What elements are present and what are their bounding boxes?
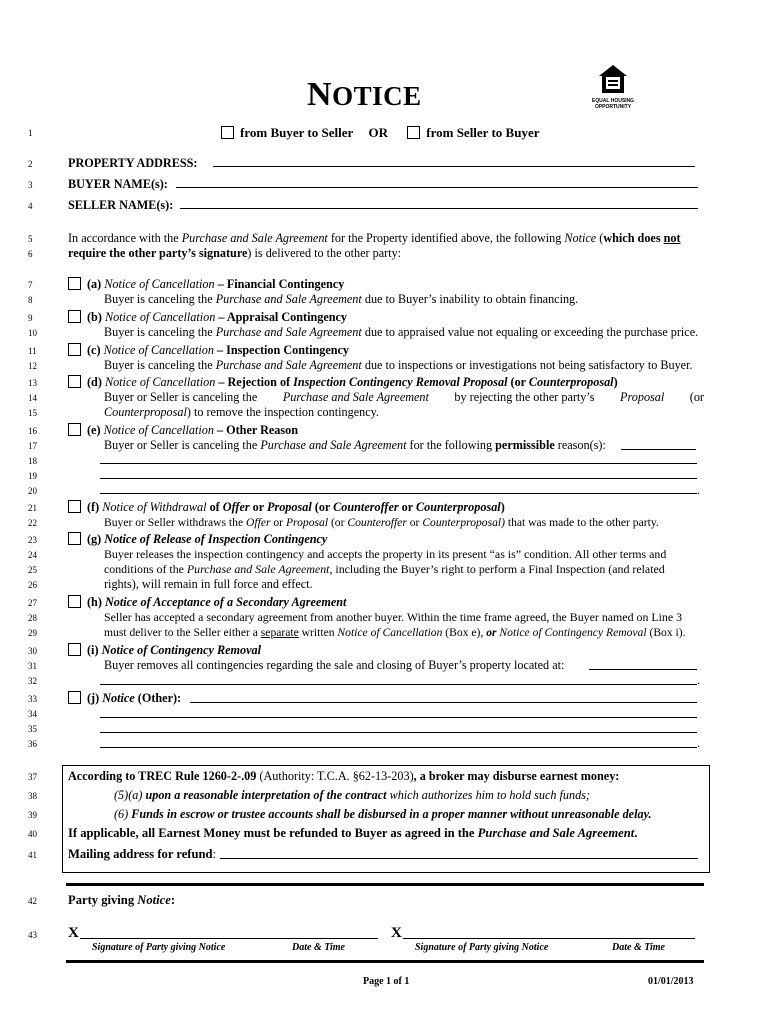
desc-text: Purchase and Sale Agreement [282,390,429,404]
buyer-names-label: BUYER NAME(s): [68,177,168,191]
property-location-field[interactable] [589,669,697,670]
item-h-checkbox[interactable] [68,595,81,608]
desc-text: for the following [406,438,496,452]
intro-text: not [663,231,681,245]
line-number: 19 [28,471,37,481]
line-number: 41 [28,850,37,860]
item-f-desc [104,515,704,530]
item-a-title [68,277,704,292]
item-h-desc-1 [104,610,704,625]
item-d-checkbox[interactable] [68,375,81,388]
desc-text: due to inspections or investigations not being satisfactory to Buyer. [361,358,693,372]
desc-text: Counterproposal) [422,516,505,529]
divider-bottom [66,960,704,963]
item-title: or [249,500,268,514]
signature-caption-2: Signature of Party giving Notice [415,942,549,953]
earnest-text: According to TREC Rule 1260-2-.09 [68,769,257,783]
divider-top [66,883,704,886]
line-number: 7 [28,280,33,290]
line-number: 9 [28,313,33,323]
line-number: 15 [28,408,37,418]
earnest-text: upon a reasonable interpretation of the contract [145,788,387,802]
item-d-desc-1 [104,390,704,405]
mailing-address-label: Mailing address for refund [68,847,213,861]
item-g-desc-2 [104,562,704,577]
item-a-desc [104,292,704,307]
desc-text: Seller has accepted a secondary agreement from another buyer. Within the time frame agreed, the Buyer named on Line 3 [104,610,683,624]
earnest-text: (Authority: T.C.A. §62-13-203) [256,769,414,783]
desc-text: Purchase and Sale Agreement [215,325,362,339]
earnest-line-1 [68,769,704,784]
intro-text: In accordance with the [68,231,182,245]
property-address-field[interactable] [213,166,695,167]
line-number: 11 [28,346,37,356]
item-title: Counterproposal [528,375,614,389]
item-title: Notice of Cancellation [103,423,214,437]
desc-text: Buyer removes all contingencies regarding the sale and closing of Buyer’s property located at: [104,658,565,672]
party-label: Party giving [68,893,138,907]
other-notice-field[interactable] [190,702,697,703]
desc-text: Buyer or Seller withdraws the [104,516,246,529]
item-letter: (h) [87,595,105,609]
line-number: 13 [28,378,37,388]
item-letter: (g) [87,532,105,546]
earnest-text: , a broker may disburse earnest money: [413,769,620,783]
item-letter: (j) [87,691,103,705]
item-title: – Financial Contingency [214,277,345,291]
desc-text: or [486,626,497,639]
earnest-text: Purchase and Sale Agreement [477,826,635,840]
earnest-text: Funds in escrow or trustee accounts shall be disbursed in a proper manner without unreasonable delay. [131,807,652,821]
seller-to-buyer-checkbox[interactable] [407,126,420,139]
intro-text: which does [603,231,664,245]
desc-text: due to appraised value not equaling or exceeding the purchase price. [361,325,699,339]
document-title: NOTICE [307,76,422,113]
desc-text: Counteroffer [347,516,407,529]
desc-text: or [270,516,286,529]
item-a-checkbox[interactable] [68,277,81,290]
desc-text: due to Buyer’s inability to obtain financing. [361,292,579,306]
date-caption-1: Date & Time [292,942,345,953]
desc-text: Notice of Cancellation [337,626,443,639]
line-number: 20 [28,486,37,496]
intro-text: Purchase and Sale Agreement [181,231,328,245]
desc-text: Purchase and Sale Agreement [186,562,330,576]
item-f-title [68,500,704,515]
item-letter: (e) [87,423,104,437]
item-e-desc [104,438,704,453]
desc-text: Buyer is canceling the [104,358,216,372]
item-title: – Rejection of [215,375,294,389]
item-letter: (f) [87,500,103,514]
signature-caption-1: Signature of Party giving Notice [92,942,226,953]
item-d-title [68,375,704,390]
item-title: – Other Reason [213,423,299,437]
party-giving-notice [68,893,704,908]
item-title: ) [613,375,618,389]
desc-text: Buyer or Seller is canceling the [104,438,261,452]
desc-text: (or [689,390,704,404]
line-number: 29 [28,628,37,638]
earnest-line-2 [114,788,704,803]
desc-text: written [298,626,338,639]
period: . [697,483,700,497]
item-title: of [206,500,223,514]
line-number: 26 [28,580,37,590]
item-title: Notice of Contingency Removal [101,643,261,657]
item-title: Notice of Cancellation [104,310,216,324]
line-number: 8 [28,295,33,305]
item-j-checkbox[interactable] [68,691,81,704]
desc-text: conditions of the [104,562,187,576]
item-h-title [68,595,704,610]
item-title: Counterproposal [416,500,501,514]
direction-row [221,125,704,140]
line-number: 12 [28,361,37,371]
form-date: 01/01/2013 [648,976,694,987]
desc-text: separate [260,626,299,639]
item-title: or [398,500,417,514]
item-title: Notice of Cancellation [103,343,214,357]
item-title: Notice [102,691,135,705]
earnest-line-3 [114,807,704,822]
desc-text: (Box e), [442,626,487,639]
desc-text: Buyer is canceling the [104,292,216,306]
buyer-to-seller-label: from Buyer to Seller [240,125,354,140]
item-j-title [68,691,704,706]
line-number: 10 [28,328,37,338]
line-number: 3 [28,180,33,190]
item-h-desc-2 [104,625,704,640]
desc-text: , including the Buyer’s right to perform a Final Inspection (and related [329,562,665,576]
desc-text: Buyer or Seller is canceling the [104,390,258,404]
intro-line-1 [68,231,704,246]
logo-text-line2: OPPORTUNITY [594,103,632,110]
line-number: 39 [28,810,37,820]
item-title: (or [311,500,334,514]
desc-text: reason(s): [554,438,606,452]
item-c-checkbox[interactable] [68,343,81,356]
period: . [697,736,700,750]
seller-names-row [68,198,704,213]
item-i-desc [104,658,704,673]
earnest-text: . [634,826,638,840]
equal-housing-logo [590,64,636,110]
line-number: 28 [28,613,37,623]
line-number: 23 [28,535,37,545]
item-c-title [68,343,704,358]
intro-text: ( [596,231,604,245]
desc-text: Offer [246,516,271,529]
item-d-desc-2 [104,405,704,420]
mailing-address-field[interactable] [220,858,698,859]
period: . [697,673,700,687]
desc-text: (or [328,516,348,529]
buyer-to-seller-checkbox[interactable] [221,126,234,139]
line-number: 21 [28,503,37,513]
line-number: 31 [28,661,37,671]
intro-text: for the Property identified above, the following [327,231,565,245]
desc-text: that was made to the other party. [504,516,659,529]
seller-names-label: SELLER NAME(s): [68,198,174,212]
desc-text: Purchase and Sale Agreement [215,292,362,306]
line-number: 4 [28,201,33,211]
property-address-row [68,156,704,171]
line-number: 38 [28,791,37,801]
item-e-checkbox[interactable] [68,423,81,436]
item-title: (Other): [134,691,182,705]
desc-text: rights), will remain in full force and effect. [104,577,313,591]
earnest-text: (6) [114,807,132,821]
intro-text: ) is delivered to the other party: [247,246,402,260]
item-i-checkbox[interactable] [68,643,81,656]
item-title: Counteroffer [333,500,399,514]
earnest-line-5: Mailing address for refund: [68,847,216,861]
line-number: 22 [28,518,37,528]
line-number: 36 [28,739,37,749]
party-label: Notice [137,893,171,907]
seller-names-field[interactable] [180,208,698,209]
line-number: 34 [28,709,37,719]
signature-x-2: X [391,925,402,941]
buyer-names-row [68,177,704,192]
desc-text: Purchase and Sale Agreement [260,438,407,452]
reason-line[interactable] [100,463,697,464]
line-number: 33 [28,694,37,704]
line-number: 43 [28,930,37,940]
line-number: 16 [28,426,37,436]
item-title: Notice of Withdrawal [102,500,207,514]
item-letter: (a) [87,277,105,291]
or-label: OR [368,125,388,140]
line-number: 6 [28,249,33,259]
signature-line-1[interactable] [80,938,378,939]
reason-field[interactable] [621,449,696,450]
item-title: Notice of Cancellation [104,375,216,389]
item-title: (or [507,375,529,389]
party-label: : [170,893,176,907]
intro-text: Notice [564,231,597,245]
line-number: 27 [28,598,37,608]
item-f-checkbox[interactable] [68,500,81,513]
item-title: Notice of Cancellation [104,277,215,291]
desc-text: Counterproposal [104,405,187,419]
signature-x-1: X [68,925,79,941]
desc-text: permissible [495,438,555,452]
line-number: 18 [28,456,37,466]
line-number: 25 [28,565,37,575]
desc-text: by rejecting the other party’s [454,390,595,404]
item-title: Notice of Release of Inspection Contingency [104,532,328,546]
buyer-names-field[interactable] [176,187,698,188]
line-number: 30 [28,646,37,656]
item-b-title [68,310,704,325]
desc-text: must deliver to the Seller either a [104,626,261,639]
line-number: 5 [28,234,33,244]
line-number: 35 [28,724,37,734]
line-number: 42 [28,896,37,906]
line-number: 32 [28,676,37,686]
line-number: 1 [28,128,33,138]
item-g-desc-3 [104,577,704,592]
desc-text: Buyer is canceling the [104,325,216,339]
item-b-checkbox[interactable] [68,310,81,323]
item-e-title [68,423,704,438]
item-letter: (b) [87,310,105,324]
item-title: – Inspection Contingency [213,343,350,357]
earnest-line-4 [68,826,704,841]
desc-text: Proposal [620,390,665,404]
equal-housing-opportunity-icon [598,64,628,94]
earnest-text: If applicable, all Earnest Money must be refunded to Buyer as agreed in the [68,826,478,840]
property-location-line[interactable] [100,684,697,685]
item-letter: (c) [87,343,104,357]
item-title: Notice of Acceptance of a Secondary Agreement [104,595,347,609]
line-number: 2 [28,159,33,169]
logo-text-line1: EQUAL HOUSING [591,98,635,104]
other-notice-line[interactable] [100,747,697,748]
line-number: 40 [28,829,37,839]
item-g-title [68,532,704,547]
desc-text: Purchase and Sale Agreement [215,358,362,372]
reason-line[interactable] [100,478,697,479]
other-notice-line[interactable] [100,732,697,733]
item-title: – Appraisal Contingency [215,310,348,324]
line-number: 37 [28,772,37,782]
intro-line-2 [68,246,704,261]
line-number: 24 [28,550,37,560]
seller-to-buyer-label: from Seller to Buyer [426,125,540,140]
desc-text: or [406,516,423,529]
desc-text: Notice of Contingency Removal [496,626,647,639]
page-number: Page 1 of 1 [363,976,410,987]
item-letter: (i) [87,643,102,657]
desc-text: Buyer releases the inspection contingency and accepts the property in its present “as is” condition. All other terms and [104,547,667,561]
earnest-text: (5)(a) [114,788,146,802]
item-title: Inspection Contingency Removal Proposal [293,375,508,389]
other-notice-line[interactable] [100,717,697,718]
item-c-desc [104,358,704,373]
line-number: 17 [28,441,37,451]
desc-text: Proposal [285,516,329,529]
date-caption-2: Date & Time [612,942,665,953]
item-title: Proposal [267,500,312,514]
item-g-checkbox[interactable] [68,532,81,545]
line-number: 14 [28,393,37,403]
earnest-text: which authorizes him to hold such funds; [386,788,590,802]
desc-text: ) to remove the inspection contingency. [186,405,379,419]
intro-text: require the other party’s signature [68,246,248,260]
signature-line-2[interactable] [403,938,695,939]
item-i-title [68,643,704,658]
item-title: Offer [222,500,250,514]
item-g-desc-1 [104,547,704,562]
item-title: ) [500,500,505,514]
item-letter: (d) [87,375,105,389]
property-address-label: PROPERTY ADDRESS: [68,156,198,170]
desc-text: (Box i). [646,626,686,639]
reason-line[interactable] [100,493,697,494]
item-b-desc [104,325,704,340]
